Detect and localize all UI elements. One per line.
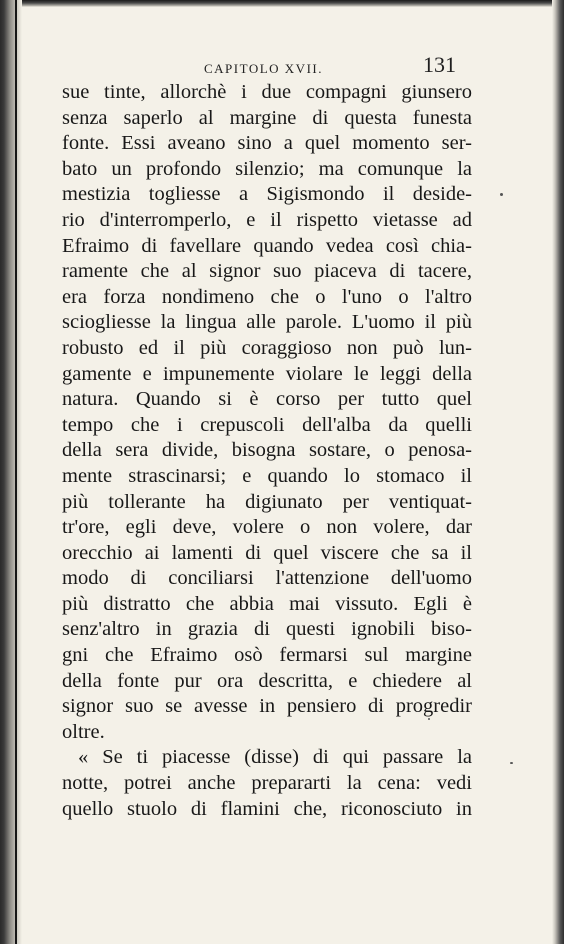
text-line: « Se ti piacesse (disse) di qui passare la xyxy=(78,746,472,769)
text-line: sciogliesse la lingua alle parole. L'uomo il più xyxy=(62,311,472,334)
text-line: gamente e impunemente violare le leggi della xyxy=(62,362,472,385)
text-line: tr'ore, egli deve, volere o non volere, dar xyxy=(62,516,472,539)
text-line: gni che Efraimo osò fermarsi sul margine xyxy=(62,644,472,667)
text-line: mente strascinarsi; e quando lo stomaco il xyxy=(62,464,472,487)
text-line: fonte. Essi aveano sino a quel momento ser- xyxy=(62,132,472,155)
page-number: 131 xyxy=(423,52,456,77)
text-line: natura. Quando si è corso per tutto quel xyxy=(62,388,472,411)
text-line: più distratto che abbia mai vissuto. Egli è xyxy=(62,592,472,615)
text-line: orecchio ai lamenti di quel viscere che sa il xyxy=(62,541,472,564)
body-text xyxy=(62,80,472,822)
text-line: signor suo se avesse in pensiero di progredir xyxy=(62,695,472,718)
binding-gutter xyxy=(0,0,22,944)
ink-speck xyxy=(428,718,430,720)
text-line: era forza nondimeno che o l'uno o l'altro xyxy=(62,285,472,308)
text-line: più tollerante ha digiunato per ventiquat- xyxy=(62,490,472,513)
text-line: Efraimo di favellare quando vedea così chia- xyxy=(62,234,472,257)
text-line: robusto ed il più coraggioso non può lun- xyxy=(62,336,472,359)
text-line: della sera divide, bisogna sostare, o penosa- xyxy=(62,439,472,462)
ink-speck xyxy=(500,193,503,196)
text-line: senza saperlo al margine di questa funesta xyxy=(62,106,472,129)
text-line: mestizia togliesse a Sigismondo il deside- xyxy=(62,183,472,206)
text-line: della fonte pur ora descritta, e chiedere al xyxy=(62,669,472,692)
ink-speck xyxy=(510,762,513,764)
text-line: quello stuolo di flamini che, riconosciuto in xyxy=(62,797,472,820)
text-line: modo di conciliarsi l'attenzione dell'uomo xyxy=(62,567,472,590)
text-line: oltre. xyxy=(62,720,105,743)
text-line: sue tinte, allorchè i due compagni giunsero xyxy=(62,81,472,103)
page-top-edge xyxy=(0,0,564,7)
text-line: bato un profondo silenzio; ma comunque la xyxy=(62,157,472,180)
text-line: tempo che i crepuscoli dell'alba da quelli xyxy=(62,413,472,436)
page-header xyxy=(62,52,462,82)
gutter-rule xyxy=(15,0,17,944)
text-line: ramente che al signor suo piaceva di tacere, xyxy=(62,260,472,283)
page-right-edge xyxy=(552,0,564,944)
running-head: CAPITOLO XVII. xyxy=(204,61,323,76)
text-line: rio d'interromperlo, e il rispetto vietasse ad xyxy=(62,208,472,231)
text-line: senz'altro in grazia di questi ignobili biso- xyxy=(62,618,472,641)
text-line: notte, potrei anche prepararti la cena: vedi xyxy=(62,772,472,795)
